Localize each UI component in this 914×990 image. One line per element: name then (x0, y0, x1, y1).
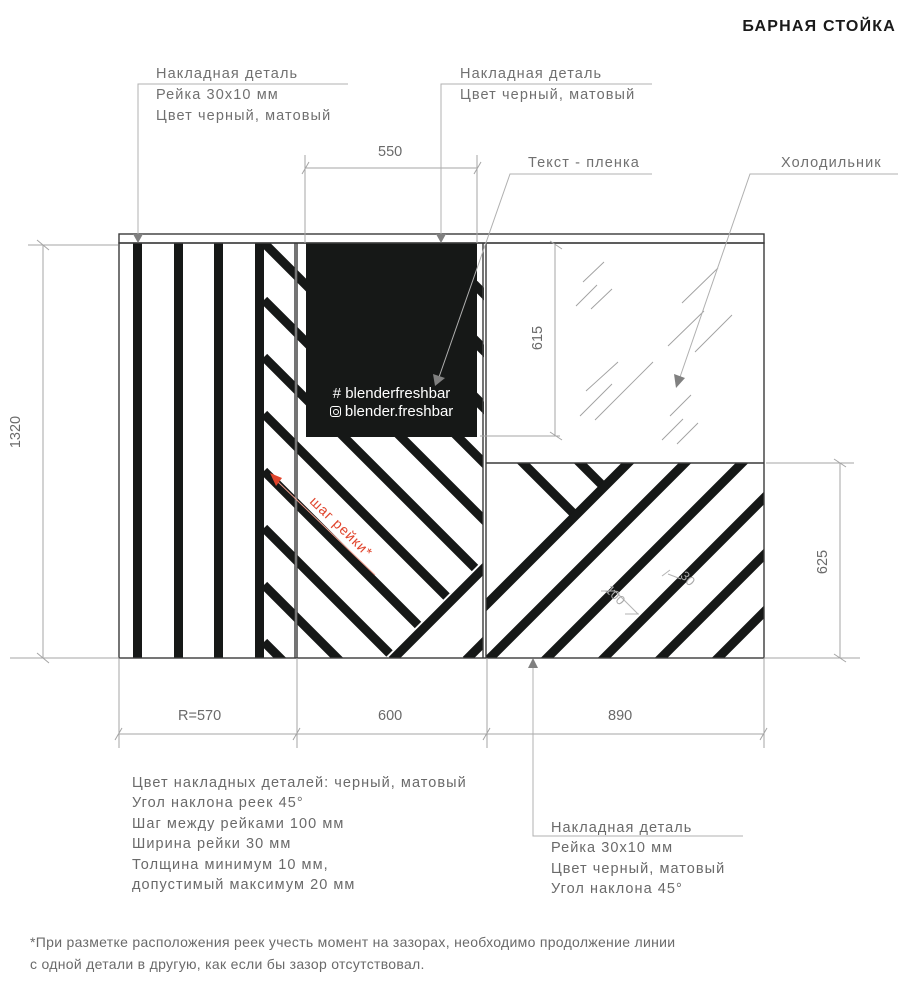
dim-right-width: 890 (608, 708, 633, 724)
callout-top-center (460, 65, 635, 104)
spec-line: Толщина минимум 10 мм, (132, 856, 329, 873)
hashtag-text: # blenderfreshbar (332, 385, 451, 402)
dim-text-block-width: 550 (378, 144, 403, 160)
vertical-slats (133, 243, 264, 658)
instagram-line (306, 403, 477, 421)
dim-middle-width: 600 (378, 708, 403, 724)
callout-line: Рейка 30х10 мм (551, 840, 674, 857)
instagram-handle: blender.freshbar (344, 403, 454, 420)
callout-line: Цвет черный, матовый (551, 860, 726, 877)
specs-list (132, 773, 467, 895)
spec-line: Ширина рейки 30 мм (132, 836, 292, 853)
dim-lower-panel-height: 625 (815, 549, 831, 575)
callout-line: Накладная деталь (156, 66, 299, 82)
callout-line: Угол наклона 45° (551, 881, 683, 898)
spec-line: допустимый максимум 20 мм (132, 877, 356, 894)
footnote-line: *При разметке расположения реек учесть момент на зазорах, необходимо продолжение линии (30, 934, 676, 950)
callout-fridge: Холодильник (781, 155, 882, 171)
callout-line: Цвет черный, матовый (156, 108, 332, 124)
callout-text-film: Текст - пленка (528, 155, 640, 171)
spec-line: Шаг между рейками 100 мм (132, 815, 345, 832)
dim-left-width: R=570 (178, 708, 222, 724)
footnote-line: с одной детали в другую, как если бы зазор отсутствовал. (30, 956, 425, 972)
dim-total-height: 1320 (8, 415, 24, 449)
spec-line: Угол наклона реек 45° (132, 795, 304, 812)
footnote (30, 931, 675, 975)
spec-line: Цвет накладных деталей: черный, матовый (132, 775, 467, 791)
fridge-glass-reflections (576, 262, 732, 444)
dim-fridge-height: 615 (530, 325, 546, 351)
callout-line: Рейка 30х10 мм (156, 87, 279, 103)
dim-slat-width: 30 (677, 568, 699, 589)
sign-text (306, 385, 477, 421)
callout-line: Накладная деталь (551, 820, 693, 836)
drawing-title: БАРНАЯ СТОЙКА (742, 18, 896, 35)
callout-line: Цвет черный, матовый (460, 87, 636, 103)
step-label: шаг рейки* (306, 493, 377, 561)
callout-bottom-right (551, 818, 725, 900)
callout-line: Накладная деталь (460, 66, 603, 82)
instagram-icon (330, 406, 341, 417)
dim-slat-step: 100 (602, 582, 629, 608)
callout-top-left (156, 65, 331, 125)
